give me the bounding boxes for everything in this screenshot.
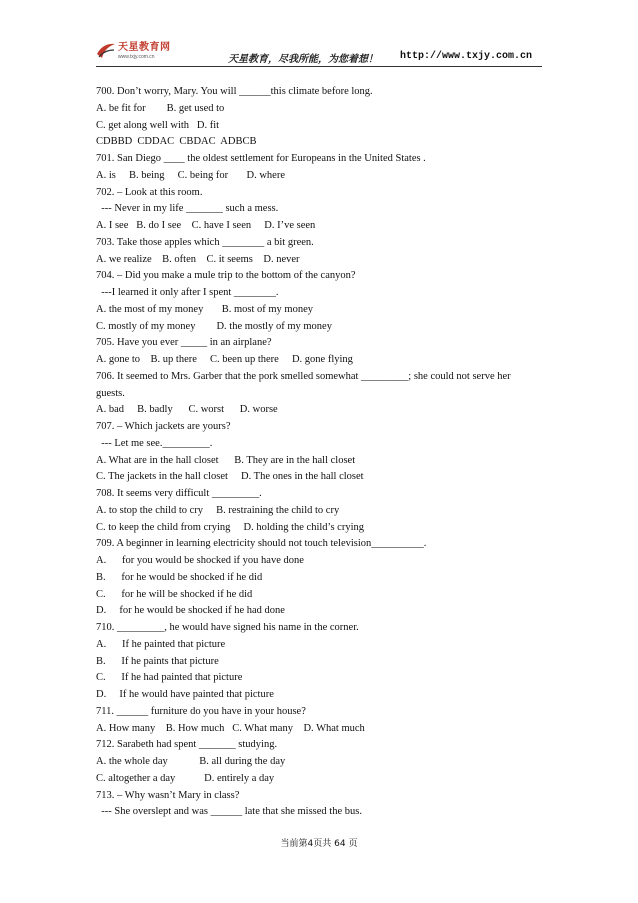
text-line: 711. ______ furniture do you have in your house? — [96, 705, 306, 717]
text-line: A. we realize B. often C. it seems D. never — [96, 253, 300, 265]
text-line: A. I see B. do I see C. have I seen D. I’ve seen — [96, 220, 316, 231]
text-line: 701. San Diego ____ the oldest settlement for Europeans in the United States . — [96, 153, 426, 164]
text-line: C. get along well with D. fit — [96, 119, 220, 131]
text-line: A. for you would be shocked if you have done — [96, 555, 304, 566]
text-line: A. How many B. How much C. What many D. What much — [96, 722, 365, 734]
text-line: C. The jackets in the hall closet D. The ones in the hall closet — [96, 471, 364, 483]
text-line: A. be fit for B. get used to — [96, 102, 225, 114]
text-line: A. the most of my money B. most of my money — [96, 303, 313, 315]
page-footer: 当前第4页共 64 页 — [280, 839, 358, 849]
text-line: C. for he will be shocked if he did — [96, 588, 253, 600]
text-line: B. for he would be shocked if he did — [96, 571, 263, 583]
text-line: C. mostly of my money D. the mostly of my money — [96, 320, 332, 332]
text-line: guests. — [96, 387, 125, 399]
text-line: 709. A beginner in learning electricity should not touch television__________. — [96, 538, 427, 550]
text-line: B. If he paints that picture — [96, 655, 219, 667]
text-line: 712. Sarabeth had spent _______ studying. — [96, 739, 278, 751]
text-line: 706. It seemed to Mrs. Garber that the pork smelled somewhat _________; she could not serve her — [96, 370, 511, 382]
logo-text — [118, 42, 171, 60]
text-line: C. If he had painted that picture — [96, 672, 243, 684]
header-url: http://www.txjy.com.cn — [399, 51, 532, 62]
text-line: C. to keep the child from crying D. holding the child’s crying — [96, 521, 364, 533]
text-line: A. What are in the hall closet B. They are in the hall closet — [96, 454, 356, 466]
text-line: D. If he would have painted that picture — [96, 689, 274, 700]
text-line: 713. – Why wasn’t Mary in class? — [96, 789, 240, 801]
text-line: --- Let me see._________. — [96, 437, 213, 449]
text-line: 707. – Which jackets are yours? — [96, 421, 231, 432]
text-line: 704. – Did you make a mule trip to the bottom of the canyon? — [96, 270, 356, 282]
text-line: 705. Have you ever _____ in an airplane? — [96, 337, 272, 349]
logo-subtext: www.txjy.com.cn — [118, 54, 155, 60]
header-slogan: 天星教育，尽我所能，为您着想！ — [228, 54, 378, 65]
text-line: A. bad B. badly C. worst D. worse — [96, 404, 278, 416]
text-line: A. If he painted that picture — [96, 638, 226, 650]
text-line: ---I learned it only after I spent ________. — [96, 287, 279, 298]
text-line: 708. It seems very difficult _________. — [96, 488, 262, 499]
text-line: A. is B. being C. being for D. where — [96, 169, 285, 181]
text-line: A. the whole day B. all during the day — [96, 756, 286, 767]
text-line: 710. _________, he would have signed his name in the corner. — [96, 622, 359, 633]
text-line: A. gone to B. up there C. been up there D. gone flying — [96, 354, 353, 365]
header-divider — [96, 66, 542, 67]
text-line: 700. Don’t worry, Mary. You will ______this climate before long. — [96, 86, 373, 97]
site-logo — [96, 42, 171, 66]
text-line: --- She overslept and was ______ late that she missed the bus. — [96, 806, 362, 818]
text-line: D. for he would be shocked if he had done — [96, 605, 285, 617]
text-line: A. to stop the child to cry B. restraining the child to cry — [96, 504, 340, 516]
document-body — [96, 84, 546, 821]
text-line: C. altogether a day D. entirely a day — [96, 772, 275, 784]
swoosh-logo-icon — [96, 42, 116, 60]
logo-title: 天星教育网 — [118, 42, 171, 53]
text-line: 702. – Look at this room. — [96, 186, 203, 198]
text-line: 703. Take those apples which ________ a bit green. — [96, 236, 314, 248]
text-line: CDBBD CDDAC CBDAC ADBCB — [96, 136, 257, 148]
text-line: --- Never in my life _______ such a mess. — [96, 203, 279, 215]
page-header — [96, 42, 542, 66]
